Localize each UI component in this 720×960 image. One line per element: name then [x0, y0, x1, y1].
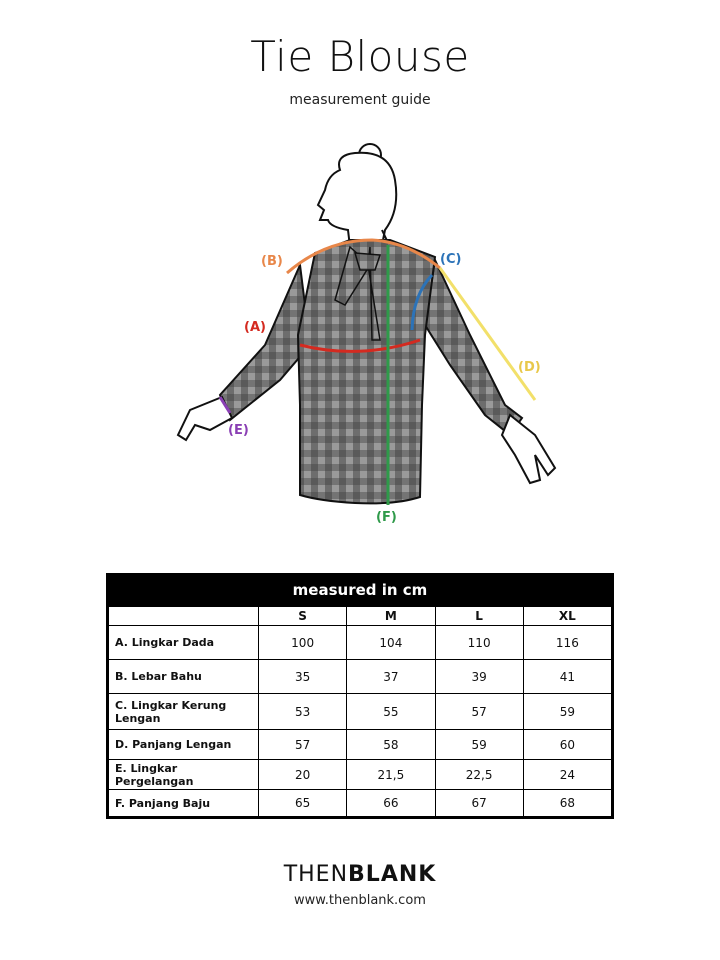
- table-row: [109, 730, 612, 760]
- cell: 66: [347, 790, 435, 817]
- table-header: measured in cm: [108, 575, 612, 606]
- page-subtitle: measurement guide: [289, 92, 431, 108]
- table-row: [109, 626, 612, 660]
- col-m: M: [347, 607, 435, 626]
- col-l: L: [435, 607, 523, 626]
- label-d: (D): [518, 360, 541, 375]
- cell: 100: [259, 626, 347, 660]
- cell: 53: [259, 694, 347, 730]
- row-label: F. Panjang Baju: [109, 790, 259, 817]
- table-row: [109, 790, 612, 817]
- brand-logo: [0, 862, 720, 887]
- row-label: B. Lebar Bahu: [109, 660, 259, 694]
- cell: 60: [523, 730, 611, 760]
- blouse-drawing: [150, 135, 580, 530]
- blouse-illustration: [150, 135, 580, 530]
- label-a: (A): [244, 320, 266, 335]
- col-s: S: [259, 607, 347, 626]
- cell: 68: [523, 790, 611, 817]
- cell: 39: [435, 660, 523, 694]
- cell: 20: [259, 760, 347, 790]
- cell: 37: [347, 660, 435, 694]
- table-row: [109, 694, 612, 730]
- page-title: Tie Blouse: [250, 32, 470, 81]
- cell: 104: [347, 626, 435, 660]
- cell: 22,5: [435, 760, 523, 790]
- cell: 65: [259, 790, 347, 817]
- row-label: D. Panjang Lengan: [109, 730, 259, 760]
- column-header-row: [109, 607, 612, 626]
- label-f: (F): [376, 510, 397, 525]
- cell: 59: [523, 694, 611, 730]
- cell: 41: [523, 660, 611, 694]
- row-label: E. Lingkar Pergelangan: [109, 760, 259, 790]
- cell: 110: [435, 626, 523, 660]
- cell: 57: [259, 730, 347, 760]
- brand-light: THEN: [283, 862, 349, 887]
- table-row: [109, 760, 612, 790]
- cell: 67: [435, 790, 523, 817]
- size-table: [106, 573, 614, 819]
- corner-cell: [109, 607, 259, 626]
- right-hand: [502, 415, 555, 483]
- label-c: (C): [440, 252, 462, 267]
- cell: 55: [347, 694, 435, 730]
- label-b: (B): [261, 254, 283, 269]
- website-url[interactable]: www.thenblank.com: [294, 893, 426, 908]
- blouse-body: [298, 240, 435, 503]
- cell: 35: [259, 660, 347, 694]
- right-sleeve: [425, 260, 522, 435]
- table-row: [109, 660, 612, 694]
- left-sleeve: [220, 265, 310, 420]
- size-grid: [108, 606, 612, 817]
- cell: 59: [435, 730, 523, 760]
- brand-bold: BLANK: [348, 862, 437, 887]
- cell: 57: [435, 694, 523, 730]
- col-xl: XL: [523, 607, 611, 626]
- label-e: (E): [228, 423, 249, 438]
- cell: 21,5: [347, 760, 435, 790]
- row-label: A. Lingkar Dada: [109, 626, 259, 660]
- cell: 24: [523, 760, 611, 790]
- cell: 116: [523, 626, 611, 660]
- cell: 58: [347, 730, 435, 760]
- head: [318, 144, 396, 247]
- row-label: C. Lingkar Kerung Lengan: [109, 694, 259, 730]
